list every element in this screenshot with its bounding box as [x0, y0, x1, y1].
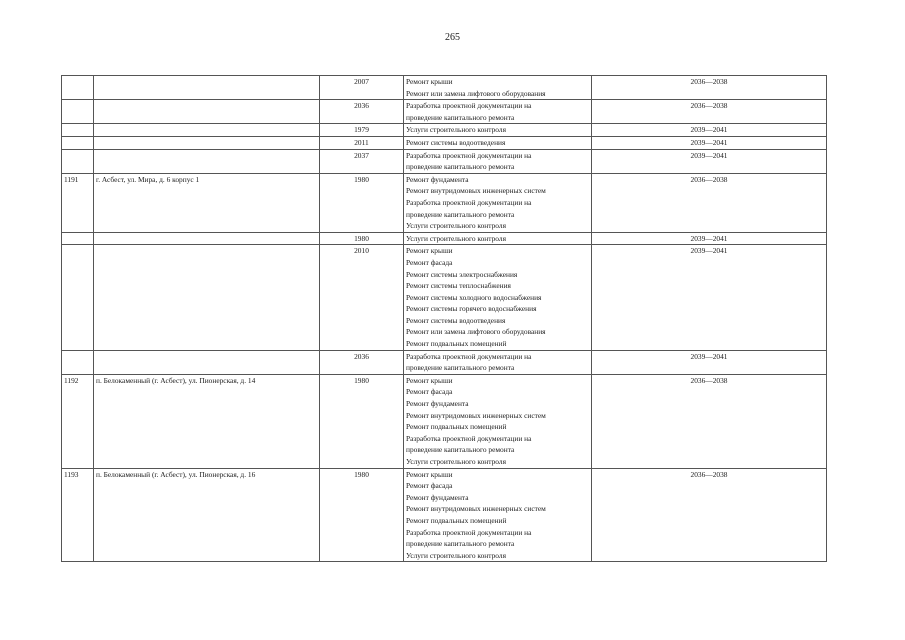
table-row	[62, 245, 827, 350]
work-item: Ремонт или замена лифтового оборудования	[406, 327, 546, 337]
work-item: Ремонт системы электроснабжения	[406, 269, 518, 279]
year-cell: 1980	[320, 173, 404, 232]
work-item: проведение капитального ремонта	[406, 445, 515, 455]
works-cell	[404, 350, 592, 374]
row-number	[62, 76, 94, 100]
work-item: Ремонт системы горячего водоснабжения	[406, 304, 537, 314]
work-item: Ремонт фундамента	[406, 174, 469, 184]
year-cell: 2007	[320, 76, 404, 100]
period-cell: 2039—2041	[592, 350, 827, 374]
year-cell: 1979	[320, 124, 404, 137]
work-item: Разработка проектной документации на	[406, 527, 532, 537]
work-item: Ремонт или замена лифтового оборудования	[406, 88, 546, 98]
table-row	[62, 136, 827, 149]
work-item: проведение капитального ремонта	[406, 209, 515, 219]
table-row	[62, 149, 827, 173]
year-cell: 2011	[320, 136, 404, 149]
row-number: 1192	[62, 374, 94, 468]
row-number	[62, 136, 94, 149]
period-cell: 2036—2038	[592, 173, 827, 232]
work-item: Услуги строительного контроля	[406, 125, 506, 135]
house-address: г. Асбест, ул. Мира, д. 6 корпус 1	[94, 173, 320, 232]
work-item: Ремонт внутридомовых инженерных систем	[406, 504, 546, 514]
table-row	[62, 124, 827, 137]
works-cell	[404, 173, 592, 232]
work-item: Услуги строительного контроля	[406, 457, 506, 466]
house-address	[94, 350, 320, 374]
table-row	[62, 100, 827, 124]
works-cell	[404, 124, 592, 137]
work-item: Ремонт подвальных помещений	[406, 422, 507, 432]
work-item: проведение капитального ремонта	[406, 539, 515, 549]
row-number	[62, 350, 94, 374]
house-address: п. Белокаменный (г. Асбест), ул. Пионерская, д. 16	[94, 468, 320, 562]
table-row	[62, 374, 827, 468]
work-item: Услуги строительного контроля	[406, 233, 506, 243]
works-cell	[404, 149, 592, 173]
work-item: Ремонт внутридомовых инженерных систем	[406, 186, 546, 196]
work-item: проведение капитального ремонта	[406, 112, 515, 122]
works-cell	[404, 136, 592, 149]
table-row	[62, 173, 827, 232]
work-item: Разработка проектной документации на	[406, 351, 532, 361]
house-address	[94, 232, 320, 245]
row-number	[62, 149, 94, 173]
work-item: Ремонт системы водоотведения	[406, 315, 506, 325]
year-cell: 1980	[320, 232, 404, 245]
house-address	[94, 100, 320, 124]
period-cell: 2039—2041	[592, 245, 827, 350]
works-cell	[404, 374, 592, 468]
year-cell: 1980	[320, 374, 404, 468]
table-row	[62, 350, 827, 374]
period-cell: 2039—2041	[592, 136, 827, 149]
work-item: Ремонт фасада	[406, 387, 453, 397]
row-number	[62, 100, 94, 124]
work-item: Ремонт фасада	[406, 481, 453, 491]
year-cell: 2037	[320, 149, 404, 173]
works-cell	[404, 100, 592, 124]
work-item: проведение капитального ремонта	[406, 363, 515, 373]
house-address	[94, 136, 320, 149]
works-cell	[404, 468, 592, 562]
row-number: 1191	[62, 173, 94, 232]
works-cell	[404, 245, 592, 350]
work-item: Ремонт крыши	[406, 77, 453, 86]
work-item: Разработка проектной документации на	[406, 197, 532, 207]
period-cell: 2036—2038	[592, 374, 827, 468]
work-item: Ремонт системы водоотведения	[406, 137, 506, 147]
period-cell: 2039—2041	[592, 232, 827, 245]
work-item: Ремонт подвальных помещений	[406, 339, 507, 349]
work-item: проведение капитального ремонта	[406, 162, 515, 172]
work-item: Ремонт внутридомовых инженерных систем	[406, 410, 546, 420]
work-item: Ремонт системы холодного водоснабжения	[406, 292, 542, 302]
work-item: Ремонт системы теплоснабжения	[406, 281, 511, 291]
period-cell: 2039—2041	[592, 124, 827, 137]
row-number	[62, 124, 94, 137]
page-number: 265	[445, 32, 460, 43]
work-item: Разработка проектной документации на	[406, 433, 532, 443]
work-item: Услуги строительного контроля	[406, 221, 506, 231]
work-item: Ремонт фундамента	[406, 399, 469, 409]
works-cell	[404, 76, 592, 100]
work-item: Ремонт крыши	[406, 469, 453, 479]
year-cell: 2010	[320, 245, 404, 350]
period-cell: 2039—2041	[592, 149, 827, 173]
period-cell: 2036—2038	[592, 76, 827, 100]
period-cell: 2036—2038	[592, 100, 827, 124]
work-item: Ремонт крыши	[406, 246, 453, 256]
work-item: Услуги строительного контроля	[406, 550, 506, 560]
period-cell: 2036—2038	[592, 468, 827, 562]
year-cell: 1980	[320, 468, 404, 562]
work-item: Ремонт подвальных помещений	[406, 515, 507, 525]
work-item: Разработка проектной документации на	[406, 150, 532, 160]
house-address	[94, 76, 320, 100]
house-address: п. Белокаменный (г. Асбест), ул. Пионерская, д. 14	[94, 374, 320, 468]
table-row	[62, 232, 827, 245]
year-cell: 2036	[320, 100, 404, 124]
house-address	[94, 245, 320, 350]
work-item: Ремонт фундамента	[406, 492, 469, 502]
row-number	[62, 245, 94, 350]
work-item: Ремонт крыши	[406, 375, 453, 385]
repair-schedule-table	[61, 75, 827, 562]
works-cell	[404, 232, 592, 245]
house-address	[94, 124, 320, 137]
row-number	[62, 232, 94, 245]
work-item: Ремонт фасада	[406, 257, 453, 267]
table-row	[62, 76, 827, 100]
year-cell: 2036	[320, 350, 404, 374]
work-item: Разработка проектной документации на	[406, 101, 532, 111]
house-address	[94, 149, 320, 173]
row-number: 1193	[62, 468, 94, 562]
table-row	[62, 468, 827, 562]
